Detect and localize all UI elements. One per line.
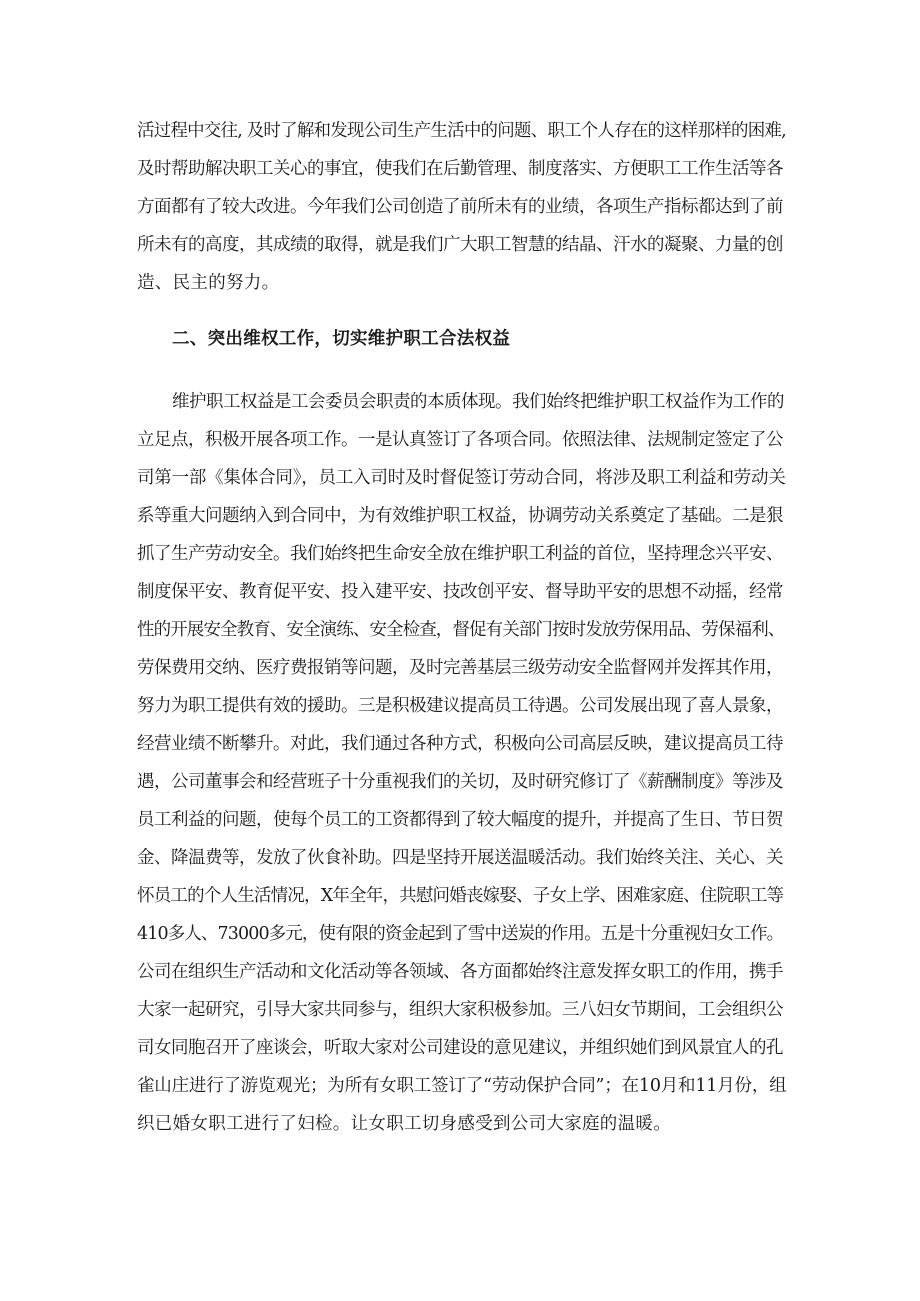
paragraph-2-line-3: 司第一部《集体合同》，员工入司时及时督促签订劳动合同，将涉及职工利益和劳动关	[137, 468, 786, 488]
paragraph-1-line-3: 方面都有了较大改进。今年我们公司创造了前所未有的业绩，各项生产指标都达到了前	[137, 197, 783, 217]
section-heading: 二、突出维权工作，切实维护职工合法权益	[172, 329, 511, 349]
paragraph-2-line-19: 雀山庄进行了游览观光；为所有女职工签订了“劳动保护合同”；在10月和11月份，组	[137, 1076, 787, 1096]
paragraph-2-line-9: 努力为职工提供有效的援助。三是积极建议提高员工待遇。公司发展出现了喜人景象，	[137, 696, 783, 716]
paragraph-2-line-20: 织已婚女职工进行了妇检。让女职工切身感受到公司大家庭的温暖。	[137, 1114, 671, 1134]
paragraph-2-line-7: 性的开展安全教育、安全演练、安全检查，督促有关部门按时发放劳保用品、劳保福利、	[137, 620, 785, 640]
paragraph-2-line-15: 410多人、73000多元，使有限的资金起到了雪中送炭的作用。五是十分重视妇女工作。	[137, 924, 784, 944]
paragraph-2-line-2: 立足点，积极开展各项工作。一是认真签订了各项合同。依照法律、法规制定签定了公	[137, 430, 783, 450]
paragraph-2-line-14: 怀员工的个人生活情况，X年全年，共慰问婚丧嫁娶、子女上学、困难家庭、住院职工等	[137, 886, 784, 906]
paragraph-2-line-13: 金、降温费等，发放了伙食补助。四是坚持开展送温暖活动。我们始终关注、关心、关	[137, 848, 783, 868]
paragraph-2-line-11: 遇，公司董事会和经营班子十分重视我们的关切，及时研究修订了《薪酬制度》等涉及	[137, 772, 783, 792]
paragraph-2-line-17: 大家一起研究，引导大家共同参与，组织大家积极参加。三八妇女节期间，工会组织公	[137, 1000, 783, 1020]
paragraph-2-line-5: 抓了生产劳动安全。我们始终把生命安全放在维护职工利益的首位，坚持理念兴平安、	[137, 544, 783, 564]
paragraph-2-line-8: 劳保费用交纳、医疗费报销等问题，及时完善基层三级劳动安全监督网并发挥其作用，	[137, 658, 783, 678]
paragraph-2-line-6: 制度保平安、教育促平安、投入建平安、技改创平安、督导助平安的思想不动摇，经常	[137, 582, 783, 602]
paragraph-1-line-2: 及时帮助解决职工关心的事宜，使我们在后勤管理、制度落实、方便职工工作生活等各	[137, 159, 783, 179]
paragraph-1-line-5: 造、民主的努力。	[137, 273, 280, 293]
paragraph-2-line-18: 司女同胞召开了座谈会，听取大家对公司建设的意见建议，并组织她们到风景宜人的孔	[137, 1038, 783, 1058]
paragraph-1-line-1: 活过程中交往, 及时了解和发现公司生产生活中的问题、职工个人存在的这样那样的困难,	[137, 121, 786, 141]
paragraph-2-line-4: 系等重大问题纳入到合同中，为有效维护职工权益，协调劳动关系奠定了基础。二是狠	[137, 506, 783, 526]
paragraph-2-line-10: 经营业绩不断攀升。对此，我们通过各种方式，积极向公司高层反映，建议提高员工待	[137, 734, 783, 754]
paragraph-2-line-1: 维护职工权益是工会委员会职责的本质体现。我们始终把维护职工权益作为工作的	[172, 392, 784, 412]
paragraph-1-line-4: 所未有的高度，其成绩的取得，就是我们广大职工智慧的结晶、汗水的凝聚、力量的创	[137, 235, 783, 255]
paragraph-2-line-12: 员工利益的问题，使每个员工的工资都得到了较大幅度的提升，并提高了生日、节日贺	[137, 810, 783, 830]
paragraph-2-line-16: 公司在组织生产活动和文化活动等各领域、各方面都始终注意发挥女职工的作用，携手	[137, 962, 783, 982]
